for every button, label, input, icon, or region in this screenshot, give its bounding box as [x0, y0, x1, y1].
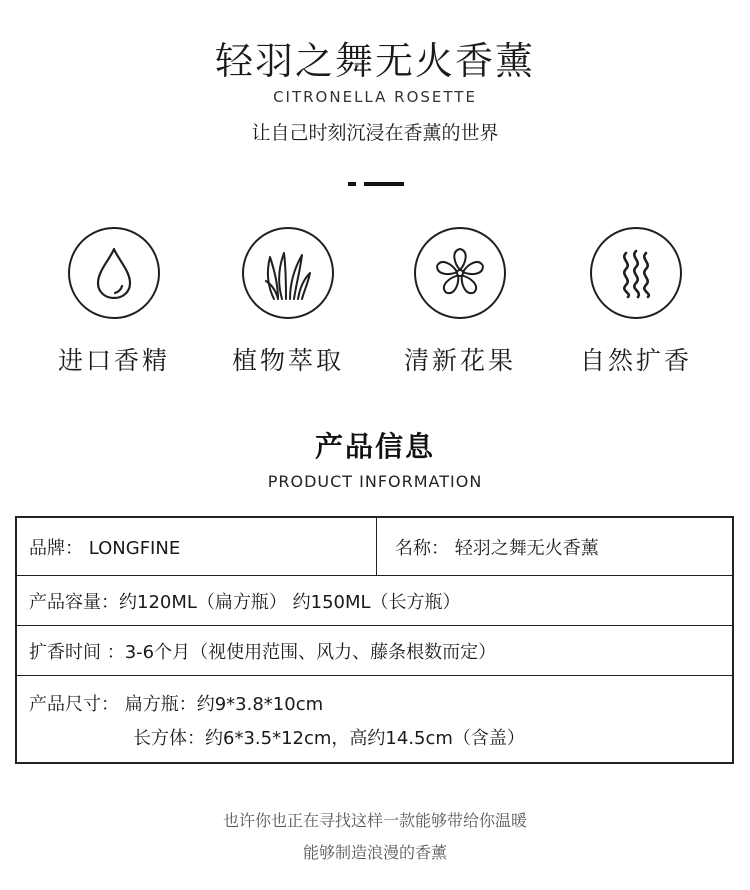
english-subtitle: CITRONELLA ROSETTE	[273, 88, 477, 106]
feature-fresh-flower-fruit	[370, 227, 550, 377]
section-subtitle: PRODUCT INFORMATION	[267, 472, 483, 491]
footer-line-2: 能够制造浪漫的香薰	[302, 843, 447, 862]
footer-line-1: 也许你也正在寻找这样一款能够带给你温暖	[222, 811, 527, 830]
name-cell: 名称： 轻羽之舞无火香薰	[395, 537, 599, 559]
feature-label: 自然扩香	[579, 346, 692, 375]
product-info-table	[15, 516, 734, 764]
capacity-cell: 产品容量：约120ML（扁方瓶） 约150ML（长方瓶）	[29, 591, 461, 613]
feature-natural-diffusion	[546, 227, 726, 377]
water-drop-icon	[68, 227, 160, 319]
table-row	[17, 518, 732, 576]
size-line-1: 产品尺寸： 扁方瓶：约9*3.8*10cm	[29, 694, 324, 715]
aroma-waves-icon	[590, 227, 682, 319]
divider-bar	[364, 182, 404, 186]
duration-cell: 扩香时间 ：3-6个月（视使用范围、风力、藤条根数而定）	[29, 641, 497, 663]
brand-cell: 品牌： LONGFINE	[17, 518, 377, 575]
divider-dot	[348, 182, 356, 186]
feature-imported-essence	[24, 227, 204, 377]
feature-label: 植物萃取	[231, 346, 344, 375]
feature-plant-extract	[198, 227, 378, 377]
size-line-2: 长方体：约6*3.5*12cm，高约14.5cm（含盖）	[133, 728, 525, 749]
feature-label: 清新花果	[403, 346, 516, 375]
feature-label: 进口香精	[57, 346, 170, 375]
table-row	[17, 676, 732, 762]
table-row	[17, 626, 732, 676]
feature-list	[0, 227, 750, 377]
tagline: 让自己时刻沉浸在香薰的世界	[251, 122, 499, 144]
page-title: 轻羽之舞无火香薰	[214, 39, 535, 83]
section-title: 产品信息	[314, 430, 435, 463]
table-row	[17, 576, 732, 626]
flower-icon	[414, 227, 506, 319]
plant-leaves-icon	[242, 227, 334, 319]
